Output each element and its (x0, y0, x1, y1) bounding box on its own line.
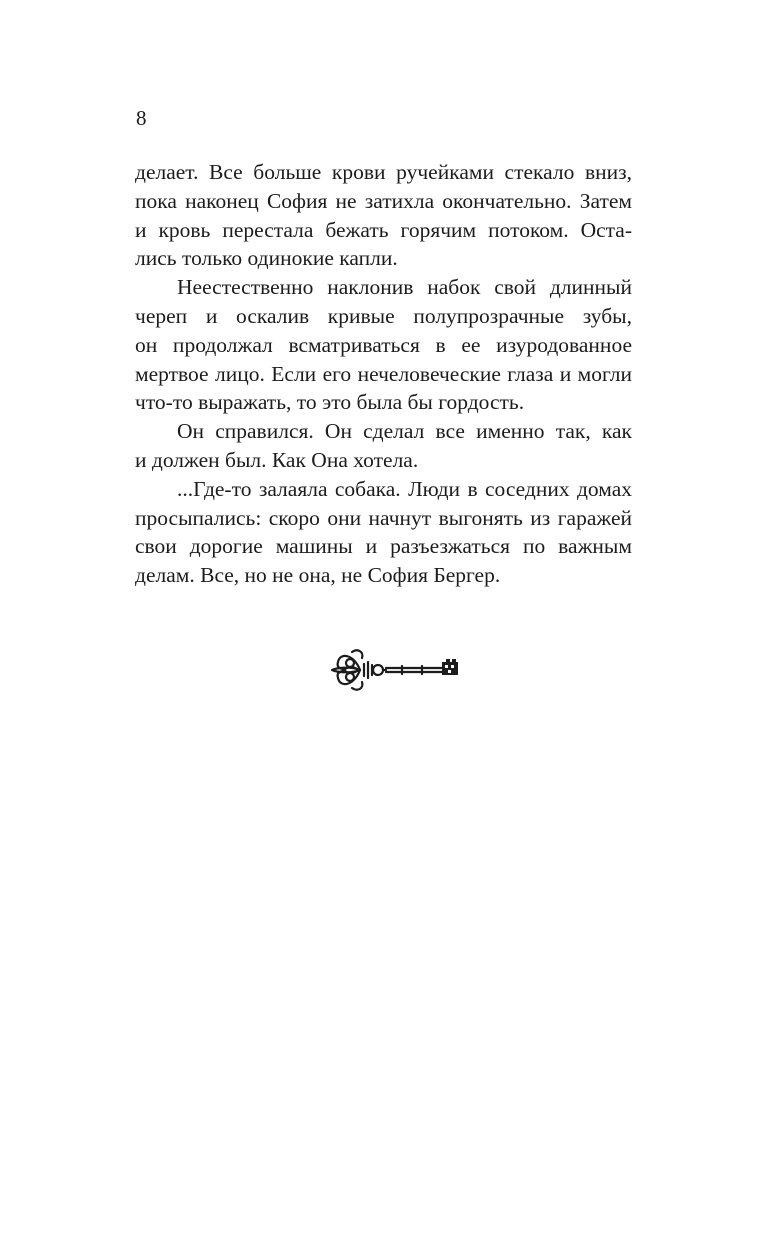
text-line: и кровь перестала бежать горячим потоком. Оста- (135, 217, 632, 242)
text-line: пока наконец София не затихла окончательно. Затем (135, 188, 632, 213)
ornate-key-icon (330, 646, 460, 694)
text-line: лись только одинокие капли. (135, 246, 398, 271)
text-line: ...Где-то залаяла собака. Люди в соседних домах (177, 476, 632, 501)
page-number: 8 (136, 106, 147, 130)
text-line: он продолжал всматриваться в ее изуродованное (135, 332, 632, 357)
text-line: просыпались: скоро они начнут выгонять из гаражей (135, 505, 632, 530)
text-line: мертвое лицо. Если его нечеловеческие глаза и могли (135, 361, 632, 386)
paragraph (135, 475, 632, 590)
text-line: делает. Все больше крови ручейками стекало вниз, (135, 160, 632, 184)
paragraph (135, 417, 632, 475)
text-line: что-то выражать, то это была бы гордость. (135, 390, 525, 415)
paragraph (135, 273, 632, 417)
text-line: делам. Все, но не она, не София Бергер. (135, 563, 501, 588)
text-line: и должен был. Как Она хотела. (135, 447, 419, 472)
text-line: череп и оскалив кривые полупрозрачные зубы, (135, 303, 632, 328)
text-line: свои дорогие машины и разъезжаться по важным (135, 534, 632, 559)
body-text (135, 158, 632, 590)
text-line: Он справился. Он сделал все именно так, как (177, 419, 632, 444)
paragraph (135, 158, 632, 273)
text-line: Неестественно наклонив набок свой длинный (177, 275, 632, 300)
